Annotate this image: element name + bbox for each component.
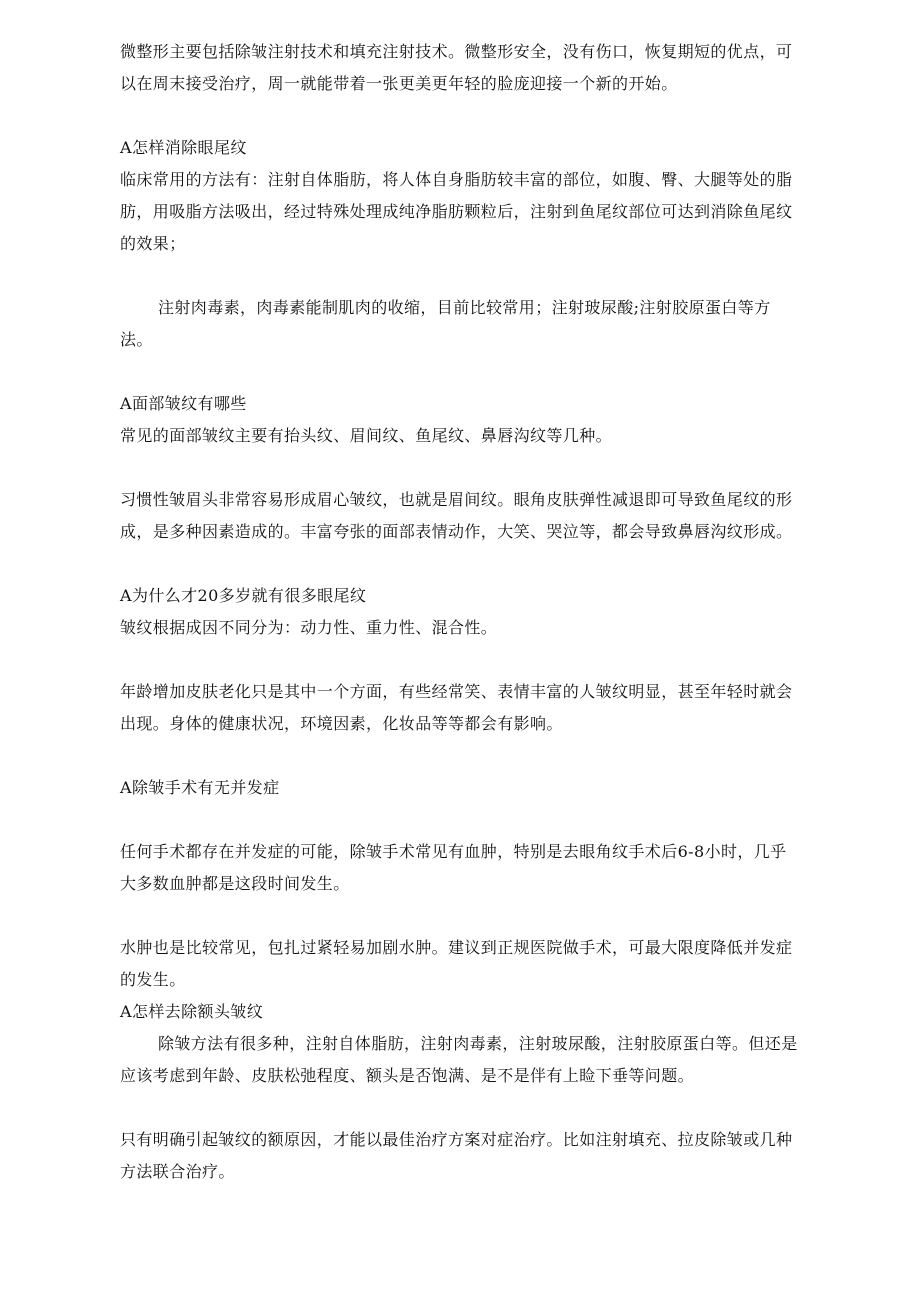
section-heading-early-wrinkles: A为什么才20多岁就有很多眼尾纹 (120, 586, 367, 605)
spacer (120, 452, 802, 484)
spacer (120, 100, 802, 132)
paragraph-wrinkle-categories: 皱纹根据成因不同分为：动力性、重力性、混合性。 (120, 618, 498, 637)
paragraph-wrinkle-causes: 习惯性皱眉头非常容易形成眉心皱纹，也就是眉间纹。眼角皮肤弹性减退即可导致鱼尾纹的形成，是多种因素造成的。丰富夸张的面部表情动作，大笑、哭泣等，都会导致鼻唇沟纹形成。 (120, 490, 793, 541)
paragraph-injections: 注射肉毒素，肉毒素能制肌肉的收缩，目前比较常用；注射玻尿酸;注射胶原蛋白等方法。 (120, 298, 771, 349)
spacer (120, 900, 802, 932)
paragraph-hematoma: 任何手术都存在并发症的可能，除皱手术常见有血肿，特别是去眼角纹手术后6-8小时，几乎大多数血肿都是这段时间发生。 (120, 842, 787, 893)
spacer (120, 1092, 802, 1124)
section-heading-crows-feet: A怎样消除眼尾纹 (120, 138, 247, 157)
spacer (120, 644, 802, 676)
paragraph-forehead-methods: 除皱方法有很多种，注射自体脂肪，注射肉毒素，注射玻尿酸，注射胶原蛋白等。但还是应该考虑到年龄、皮肤松弛程度、额头是否饱满、是不是伴有上睑下垂等问题。 (120, 1034, 798, 1085)
section-heading-forehead: A怎样去除额头皱纹 (120, 1002, 264, 1021)
document-page (120, 36, 802, 1188)
spacer (120, 548, 802, 580)
spacer (120, 804, 802, 836)
spacer (120, 740, 802, 772)
paragraph-wrinkle-types: 常见的面部皱纹主要有抬头纹、眉间纹、鱼尾纹、鼻唇沟纹等几种。 (120, 426, 613, 445)
intro-paragraph: 微整形主要包括除皱注射技术和填充注射技术。微整形安全，没有伤口，恢复期短的优点，可以在周末接受治疗，周一就能带着一张更美更年轻的脸庞迎接一个新的开始。 (120, 42, 793, 93)
section-heading-facial-wrinkles: A面部皱纹有哪些 (120, 394, 247, 413)
spacer (120, 260, 802, 292)
spacer (120, 356, 802, 388)
paragraph-methods: 临床常用的方法有：注射自体脂肪，将人体自身脂肪较丰富的部位，如腹、臀、大腿等处的脂肪，用吸脂方法吸出，经过特殊处理成纯净脂肪颗粒后，注射到鱼尾纹部位可达到消除鱼尾纹的效果； (120, 170, 793, 253)
paragraph-aging-factors: 年龄增加皮肤老化只是其中一个方面，有些经常笑、表情丰富的人皱纹明显，甚至年轻时就会出现。身体的健康状况，环境因素，化妆品等等都会有影响。 (120, 682, 793, 733)
paragraph-edema: 水肿也是比较常见，包扎过紧轻易加剧水肿。建议到正规医院做手术，可最大限度降低并发症的发生。 (120, 938, 793, 989)
paragraph-treatment-plan: 只有明确引起皱纹的额原因，才能以最佳治疗方案对症治疗。比如注射填充、拉皮除皱或几种方法联合治疗。 (120, 1130, 793, 1181)
section-heading-complications: A除皱手术有无并发症 (120, 778, 280, 797)
